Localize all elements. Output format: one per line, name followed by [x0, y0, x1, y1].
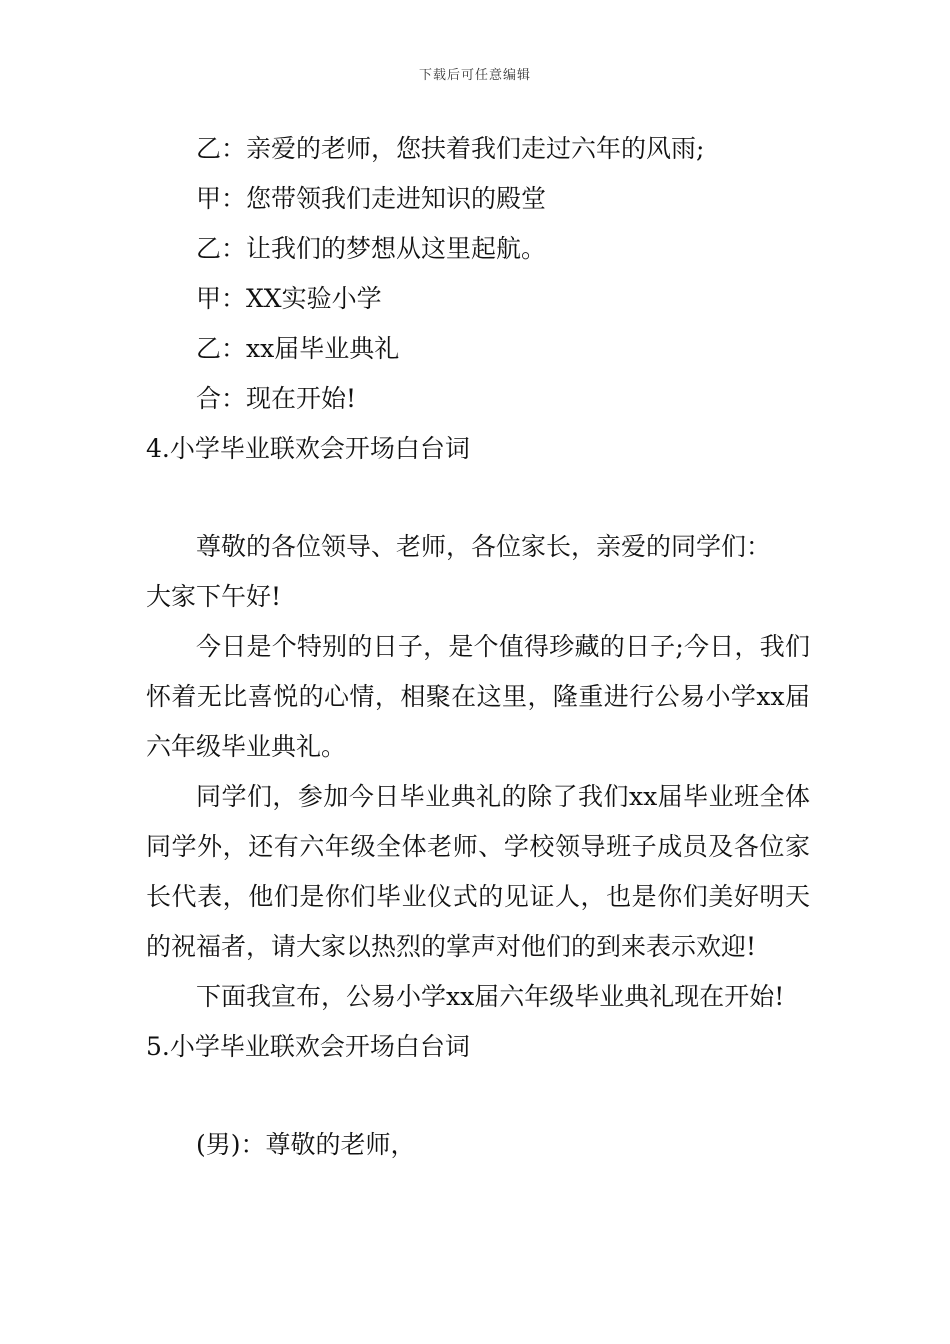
greeting: 大家下午好! [146, 582, 282, 611]
dialogue-line: 乙：xx届毕业典礼 [196, 334, 400, 363]
section-5-title: 5.小学毕业联欢会开场白台词 [146, 1032, 470, 1061]
dialogue-line: 甲：您带领我们走进知识的殿堂 [196, 184, 547, 213]
document-body [146, 124, 810, 1170]
announcement: 下面我宣布，公易小学xx届六年级毕业典礼现在开始! [196, 982, 785, 1011]
dialogue-line: 甲：XX实验小学 [196, 284, 382, 313]
dialogue-line: 合：现在开始! [196, 384, 357, 413]
dialogue-line: 乙：让我们的梦想从这里起航。 [196, 234, 547, 263]
salutation: 尊敬的各位领导、老师，各位家长，亲爱的同学们： [196, 532, 772, 561]
blank-spacer [146, 474, 810, 522]
blank-spacer [146, 1072, 810, 1120]
speaker-line: (男)：尊敬的老师， [196, 1130, 416, 1159]
section-4-title: 4.小学毕业联欢会开场白台词 [146, 434, 470, 463]
body-paragraph: 今日是个特别的日子，是个值得珍藏的日子;今日，我们怀着无比喜悦的心情，相聚在这里，隆重进行公易小学xx届六年级毕业典礼。 [146, 632, 810, 761]
page-header: 下载后可任意编辑 [418, 68, 531, 83]
dialogue-line: 乙：亲爱的老师，您扶着我们走过六年的风雨; [196, 134, 705, 163]
body-paragraph: 同学们，参加今日毕业典礼的除了我们xx届毕业班全体同学外，还有六年级全体老师、学校领导班子成员及各位家长代表，他们是你们毕业仪式的见证人，也是你们美好明天的祝福者，请大家以热烈的掌声对他们的到来表示欢迎! [146, 782, 810, 961]
